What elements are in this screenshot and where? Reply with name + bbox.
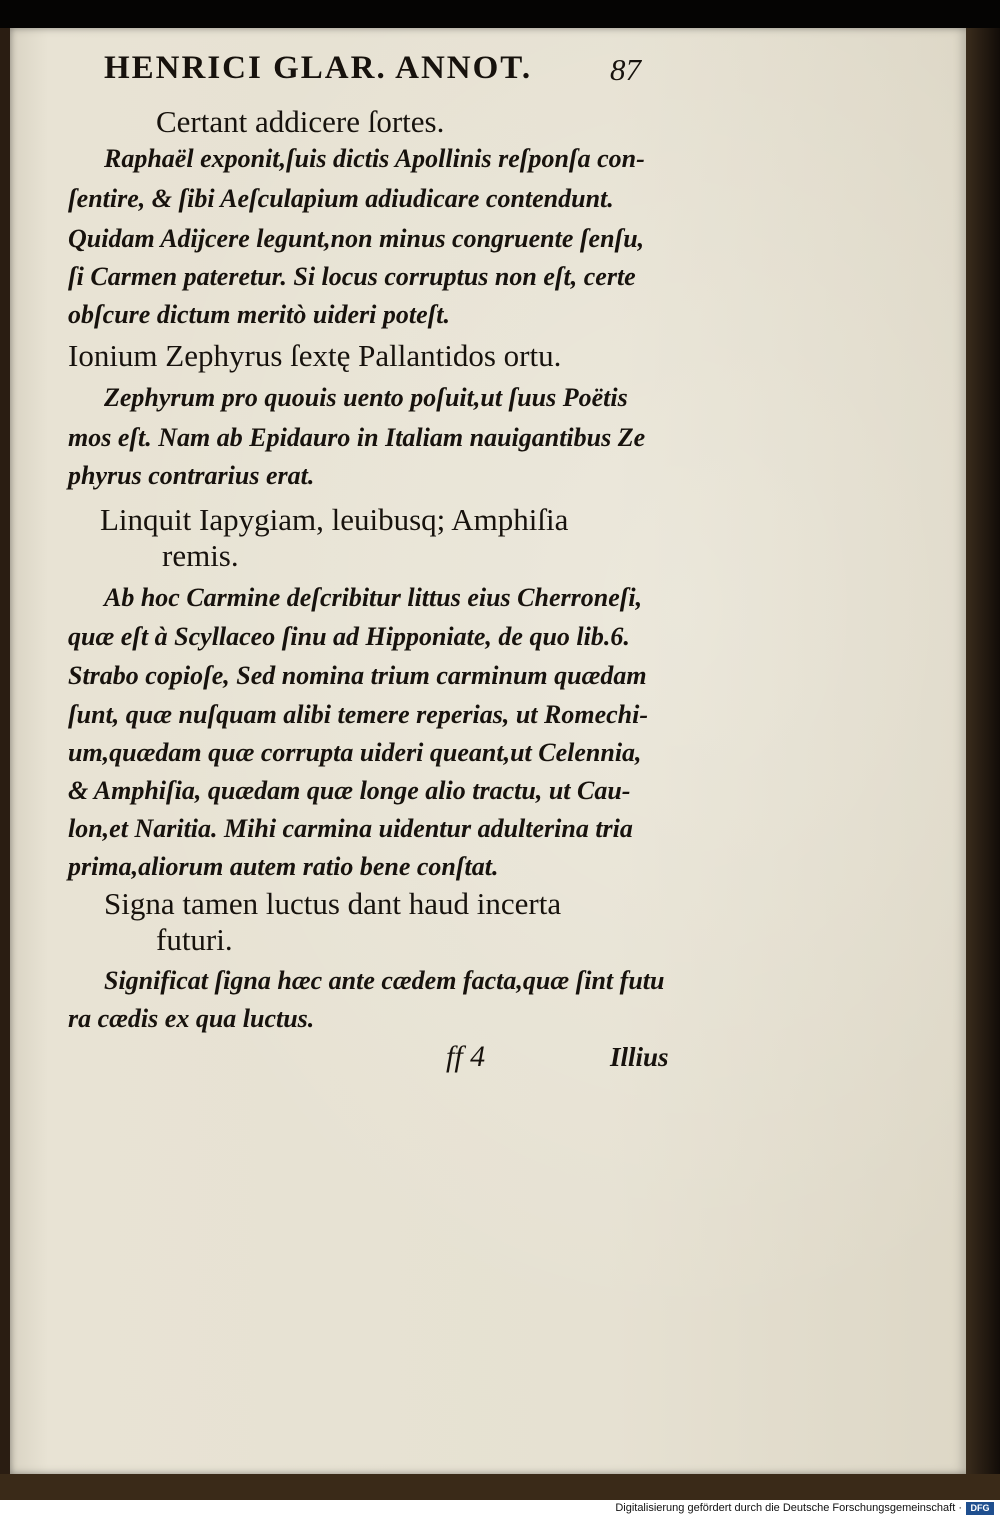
commentary-line: ſi Carmen pateretur. Si locus corruptus non eſt, certe	[68, 262, 636, 291]
lemma-line: futuri.	[156, 922, 233, 957]
lemma-line: Ionium Zephyrus ſextę Pallantidos ortu.	[68, 338, 562, 373]
commentary-line: ra cædis ex qua luctus.	[68, 1004, 315, 1033]
lemma-line: Certant addicere ſortes.	[156, 104, 445, 139]
commentary-line: Strabo copioſe, Sed nomina trium carminum quædam	[68, 661, 647, 690]
commentary-line: & Amphiſia, quædam quæ longe alio tractu, ut Cau-	[68, 776, 631, 805]
commentary-line: Zephyrum pro quouis uento poſuit,ut ſuus Poëtis	[104, 383, 628, 412]
footer-credit: Digitalisierung gefördert durch die Deutsche Forschungsgemeinschaft ·	[615, 1502, 962, 1514]
commentary-line: phyrus contrarius erat.	[68, 461, 315, 490]
commentary-line: obſcure dictum meritò uideri poteſt.	[68, 300, 451, 329]
commentary-line: prima,aliorum autem ratio bene conſtat.	[68, 852, 499, 881]
lemma-line: Signa tamen luctus dant haud incerta	[104, 886, 562, 921]
commentary-line: Quidam Adijcere legunt,non minus congruente ſenſu,	[68, 224, 645, 253]
commentary-line: quæ eſt à Scyllaceo ſinu ad Hipponiate, de quo lib.6.	[68, 622, 630, 651]
commentary-line: lon,et Naritia. Mihi carmina uidentur adulterina tria	[68, 814, 633, 843]
page-edge	[966, 28, 1000, 1474]
catchword: Illius	[610, 1042, 669, 1072]
commentary-line: ſentire, & ſibi Aeſculapium adiudicare contendunt.	[68, 184, 614, 213]
scan-frame-bottom	[0, 1474, 1000, 1500]
book-gutter	[0, 28, 10, 1474]
commentary-line: Raphaël exponit,ſuis dictis Apollinis reſponſa con-	[104, 144, 645, 173]
commentary-line: um,quædam quæ corrupta uideri queant,ut Celennia,	[68, 738, 642, 767]
commentary-line: mos eſt. Nam ab Epidauro in Italiam nauigantibus Ze	[68, 423, 646, 452]
running-head: HENRICI GLAR. ANNOT.	[104, 50, 533, 86]
lemma-line: Linquit Iapygiam, leuibusq; Amphiſia	[100, 502, 569, 537]
commentary-line: ſunt, quæ nuſquam alibi temere reperias, ut Romechi-	[68, 700, 648, 729]
signature-mark: ff 4	[446, 1040, 486, 1073]
lemma-line: remis.	[162, 538, 239, 573]
folio-number: 87	[610, 52, 641, 87]
commentary-line: Significat ſigna hæc ante cædem facta,quæ ſint futu	[104, 966, 665, 995]
commentary-line: Ab hoc Carmine deſcribitur littus eius Cherroneſi,	[104, 583, 643, 612]
dfg-logo: DFG	[966, 1502, 994, 1515]
